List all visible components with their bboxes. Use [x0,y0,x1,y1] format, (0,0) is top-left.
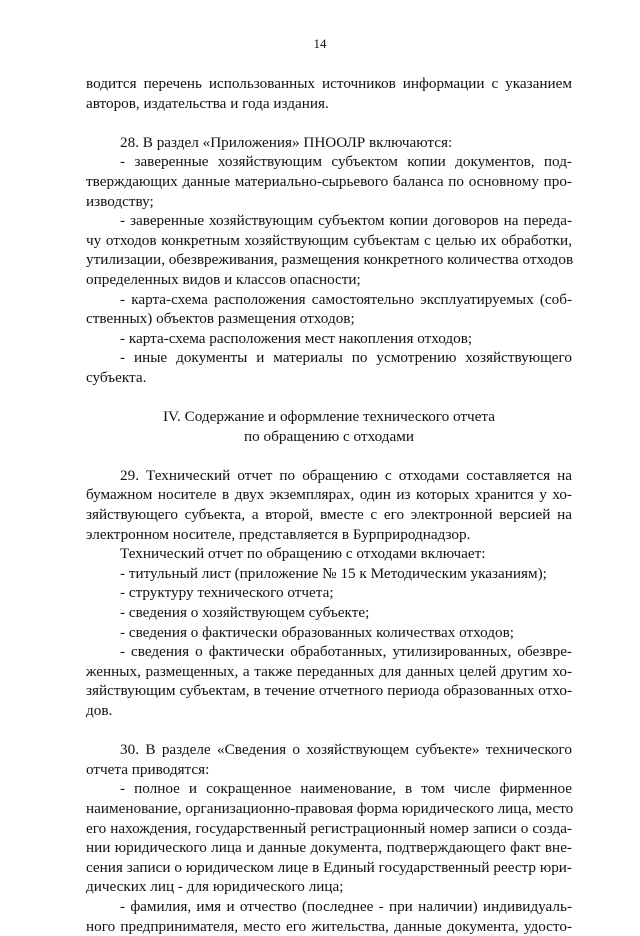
text-line: - структуру технического отчета; [120,584,334,602]
text-line: Технический отчет по обращению с отходами включает: [120,545,486,563]
paragraph-item-28 [86,133,572,388]
text-line: авторов, издательства и года издания. [86,94,329,112]
section-heading [86,407,572,446]
text-line: 29. Технический отчет по обращению с отходами составляется на [120,466,572,484]
text-line: - фамилия, имя и отчество (последнее - при наличии) индивидуаль- [120,897,572,915]
paragraph-sources-continuation [86,74,572,113]
text-line: - карта-схема расположения мест накопления отходов; [120,329,473,347]
paragraph-item-30 [86,740,572,936]
text-line: - титульный лист (приложение № 15 к Методическим указаниям); [120,564,547,582]
text-line: 30. В разделе «Сведения о хозяйствующем субъекте» технического [120,741,572,759]
text-line: - заверенные хозяйствующим субъектом копии договоров на переда- [120,212,572,230]
text-line: дических лиц - для юридического лица; [86,878,344,896]
text-line: - иные документы и материалы по усмотрению хозяйствующего [120,349,572,367]
text-line: тверждающих данные материально-сырьевого баланса по основному про- [86,172,572,190]
text-line: зяйствующим субъектам, в течение отчетного периода образованных отхо- [86,682,572,700]
text-line: 28. В раздел «Приложения» ПНООЛР включаются: [120,133,453,151]
text-line: изводству; [86,192,154,210]
heading-line: IV. Содержание и оформление технического отчета [162,408,496,426]
text-line: зяйствующего субъекта, а второй, вместе с его электронной версией на [86,506,572,524]
text-line: ственных) объектов размещения отходов; [86,310,355,328]
text-line: - сведения о хозяйствующем субъекте; [120,604,370,622]
text-line: - карта-схема расположения самостоятельно эксплуатируемых (соб- [120,290,572,308]
text-line: - сведения о фактически образованных количествах отходов; [120,623,515,641]
page-number: 14 [313,36,327,51]
text-line: - сведения о фактически обработанных, утилизированных, обезвре- [120,643,572,661]
text-line: наименование, организационно-правовая форма юридического лица, место [86,799,574,817]
heading-line: по обращению с отходами [244,427,414,445]
document-body [86,74,572,936]
text-line: электронном носителе, представляется в Бурприроднадзор. [86,525,471,543]
text-line: водится перечень использованных источников информации с указанием [86,75,572,92]
text-line: - заверенные хозяйствующим субъектом копии документов, под- [120,153,572,171]
text-line: женных, размещенных, а также переданных для данных целей другим хо- [86,662,572,680]
text-line: сения записи о юридическом лице в Единый государственный реестр юри- [86,858,572,876]
paragraph-item-29 [86,466,572,721]
text-line: утилизации, обезвреживания, размещения конкретного количества отходов [86,251,574,269]
text-line: ного предпринимателя, место его жительства, данные документа, удосто- [86,917,572,935]
text-line: его нахождения, государственный регистрационный номер записи о созда- [86,819,572,837]
text-line: - полное и сокращенное наименование, в том числе фирменное [120,780,572,798]
text-line: чу отходов конкретным хозяйствующим субъектам с целью их обработки, [86,231,572,249]
text-line: субъекта. [86,368,147,386]
text-line: бумажном носителе в двух экземплярах, один из которых хранится у хо- [86,486,572,504]
text-line: определенных видов и классов опасности; [86,270,361,288]
text-line: нии юридического лица и данные документа, подтверждающего факт вне- [86,839,572,857]
text-line: отчета приводятся: [86,760,210,778]
text-line: дов. [86,702,113,719]
